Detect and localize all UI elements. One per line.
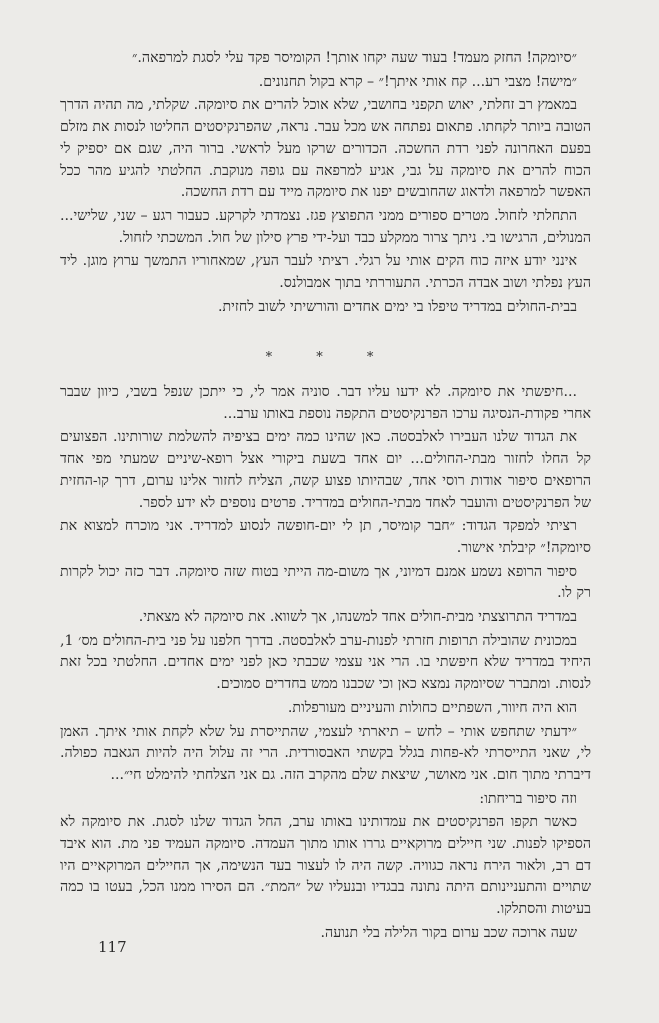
paragraph: את הגדוד שלנו העבירו לאלבסטה. כאן שהינו כמה ימים בציפיה להשלמת שורותינו. הפצועים קל החלו לחזור מבתי-החולים... יום אחד בשעת ביקורי אצל רופא-שיניים שמעתי מפי אחד הרופאים סיפור אודות רוסי אחד, שבהיותו פצוע קשה, הצליח לחזור אלינו ערום, דרך קו-החזית של הפרנקיסטים והועבר לאחד מבתי-החולים במדריד. פרטים נוספים לא ידע לספר. (60, 429, 591, 511)
paragraph: ״מישה! מצבי רע... קח אותי איתך!״ – קרא בקול תחנונים. (258, 73, 577, 90)
text-block-bottom (60, 382, 591, 947)
paragraph: ...חיפשתי את סיומקה. לא ידעו עליו דבר. סוניה אמר לי, כי ייתכן שנפל בשבי, כיוון שבבר אחרי פקודת-הנסיגה ערכו הפרנקיסטים התקפה נוספת באותו ערב... (60, 384, 591, 422)
paragraph: במכונית שהובילה תרופות חזרתי לפנות-ערב לאלבסטה. בדרך חלפנו על פני בית-החולים מס׳ 1, היחיד במדריד שלא חיפשתי בו. הרי אני עצמי שכבתי כאן לפני ימים אחדים. החלטתי בכל זאת לנסות. ומתברר שסיומקה נמצא כאן וכי שכבנו ממש בחדרים סמוכים. (60, 632, 591, 693)
page-number: 117 (98, 938, 127, 956)
section-separator: * * * (265, 350, 394, 365)
paragraph: במאמץ רב זחלתי, יאוש תקפני בחושבי, שלא אוכל להרים את סיומקה. שקלתי, מה תהיה הדרך הטובה ביותר לקחתו. פתאום נפתחה אש מכל עבר. נראה, שהפרנקיסטים החליטו לנסות את מזלם בפעם האחרונה לפני רדת החשכה. הכדורים שרקו מעל לראשי. ברור היה, שגם אם יספיק לי הכוח להרים את סיומקה על גבי, אגיע למרפאה עם גופה מנוקבת. החלטתי להגיע מהר ככל האפשר למרפאה ולדאוג שהחובשים יפנו את סיומקה מייד עם רדת החשכה. (60, 97, 591, 201)
text-block-top (60, 48, 591, 320)
paragraph: שעה ארוכה שכב ערום בקור הלילה בלי תנועה. (320, 924, 577, 941)
paragraph: וזה סיפור בריחתו: (479, 790, 577, 807)
paragraph: בבית-החולים במדריד טיפלו בי ימים אחדים והורשיתי לשוב לחזית. (217, 298, 577, 315)
paragraph: הוא היה חיוור, השפתיים כחולות והעיניים מעורפלות. (287, 699, 577, 716)
paragraph: ״סיומקה! החזק מעמד! בעוד שעה יקחו אותך! הקומיסר פקד עלי לסגת למרפאה.״ (132, 50, 577, 66)
paragraph: התחלתי לזחול. מטרים ספורים ממני התפוצץ פגז. נצמדתי לקרקע. כעבור רגע – שני, שלישי... המנולים, הרגישו בי. ניתך צרור ממקלע כבד ועל-ידי פרץ סילון של חול. המשכתי לזחול. (60, 207, 591, 246)
paragraph: כאשר תקפו הפרנקיסטים את עמדותינו באותו ערב, החל הגדוד שלנו לסגת. את סיומקה לא הספיקו לפנות. שני חיילים מרוקאיים גררו אותו מתוך העמדה. סיומקה העמיד פני מת. הוא איבד דם רב, ולאור הירח נראה כגוויה. קשה היה לו לעצור בעד הנשימה, אך החיילים המרוקאיים היו שתויים והתעניינותם היתה נתונה בבגדיו ובנעליו של ״המת״. הם הסירו ממנו הכל, בעטו בו כמה בעיטות והסתלקו. (60, 814, 591, 918)
paragraph: רציתי למפקד הגדוד: ״חבר קומיסר, תן לי יום-חופשה לנסוע למדריד. אני מוכרח למצוא את סיומקה!״ קיבלתי אישור. (60, 518, 591, 556)
paragraph: אינני יודע איזה כוח הקים אותי על רגלי. רציתי לעבר העץ, שמאחוריו התמשך ערוץ מוגן. ליד העץ נפלתי ושוב אבדה הכרתי. התעוררתי בתוך אמבולנס. (60, 253, 591, 292)
paragraph: סיפור הרופא נשמע אמנם דמיוני, אך משום-מה הייתי בטוח שזה סיומקה. דבר כזה יכול לקרות רק לו. (60, 563, 591, 602)
paragraph: במדריד התרוצצתי מבית-חולים אחד למשנהו, אך לשווא. את סיומקה לא מצאתי. (138, 609, 577, 626)
paragraph: ״ידעתי שתחפש אותי – לחש – תיארתי לעצמי, שהתייסרת על שלא לקחת אותי איתך. האמן לי, שאני התייסרתי לא-פחות בגלל בקשתי האבסורדית. הרי זה עלול היה להיות הגאבה כפולה. דיברתי מתוך חום. אני מאושר, שיצאת שלם מהקרב הזה. גם אני הצלחתי להימלט חי״... (60, 723, 591, 783)
